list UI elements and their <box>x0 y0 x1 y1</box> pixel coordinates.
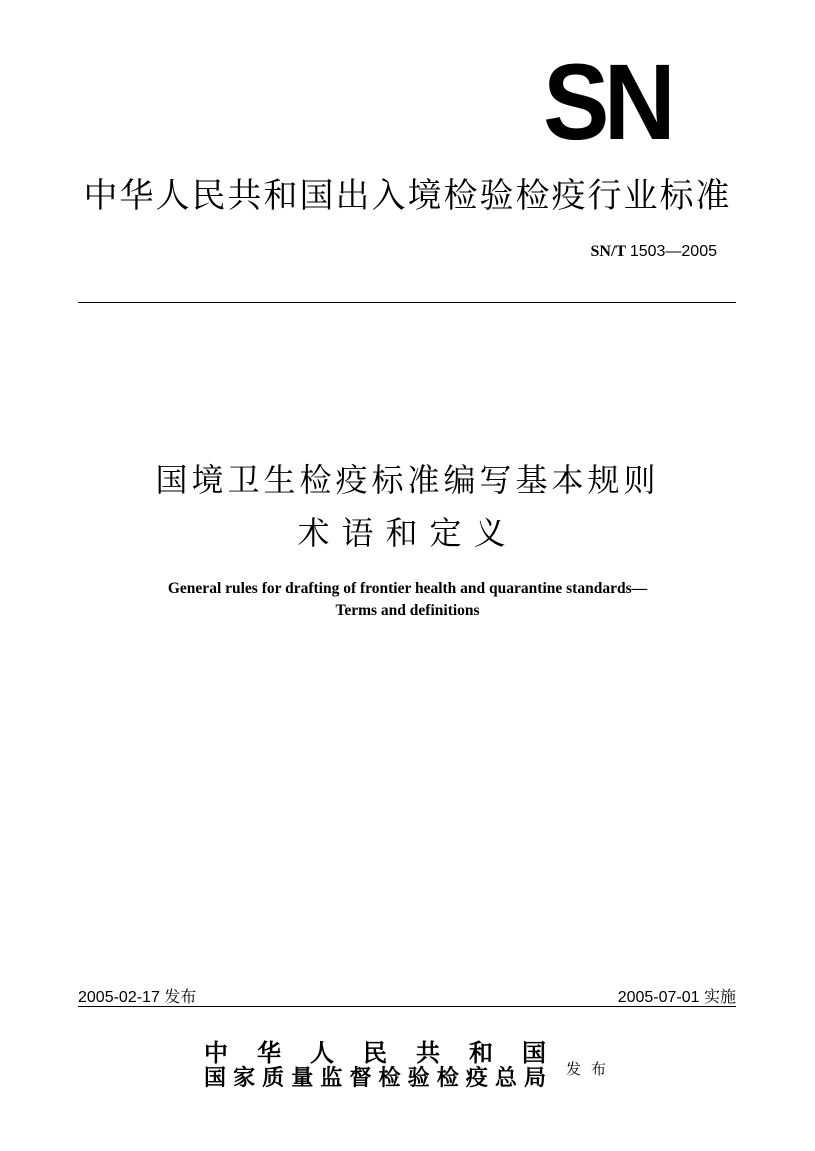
english-title <box>0 578 815 622</box>
chinese-subtitle: 术语和定义 <box>297 514 518 552</box>
sn-logo: SN <box>543 41 671 162</box>
issuer-country: 中华人民共和国 <box>204 1038 546 1067</box>
standard-prefix: SN/T <box>590 243 626 260</box>
bottom-rule <box>78 1006 736 1007</box>
top-rule <box>78 302 736 303</box>
english-title-line2: Terms and definitions <box>335 602 480 619</box>
implementation-date: 2005-07-01 实施 <box>617 989 736 1006</box>
issuer-agency: 国家质量监督检验检疫总局 <box>204 1065 546 1091</box>
issue-date: 2005-02-17 发布 <box>78 989 197 1006</box>
publish-label: 发布 <box>566 1060 617 1078</box>
standard-code: 1503—2005 <box>629 243 717 260</box>
standard-number <box>591 243 717 261</box>
english-title-line1: General rules for drafting of frontier health and quarantine standards— <box>167 580 648 597</box>
chinese-title: 国境卫生检疫标准编写基本规则 <box>155 461 660 499</box>
industry-standard-title: 中华人民共和国出入境检验检疫行业标准 <box>83 176 732 216</box>
